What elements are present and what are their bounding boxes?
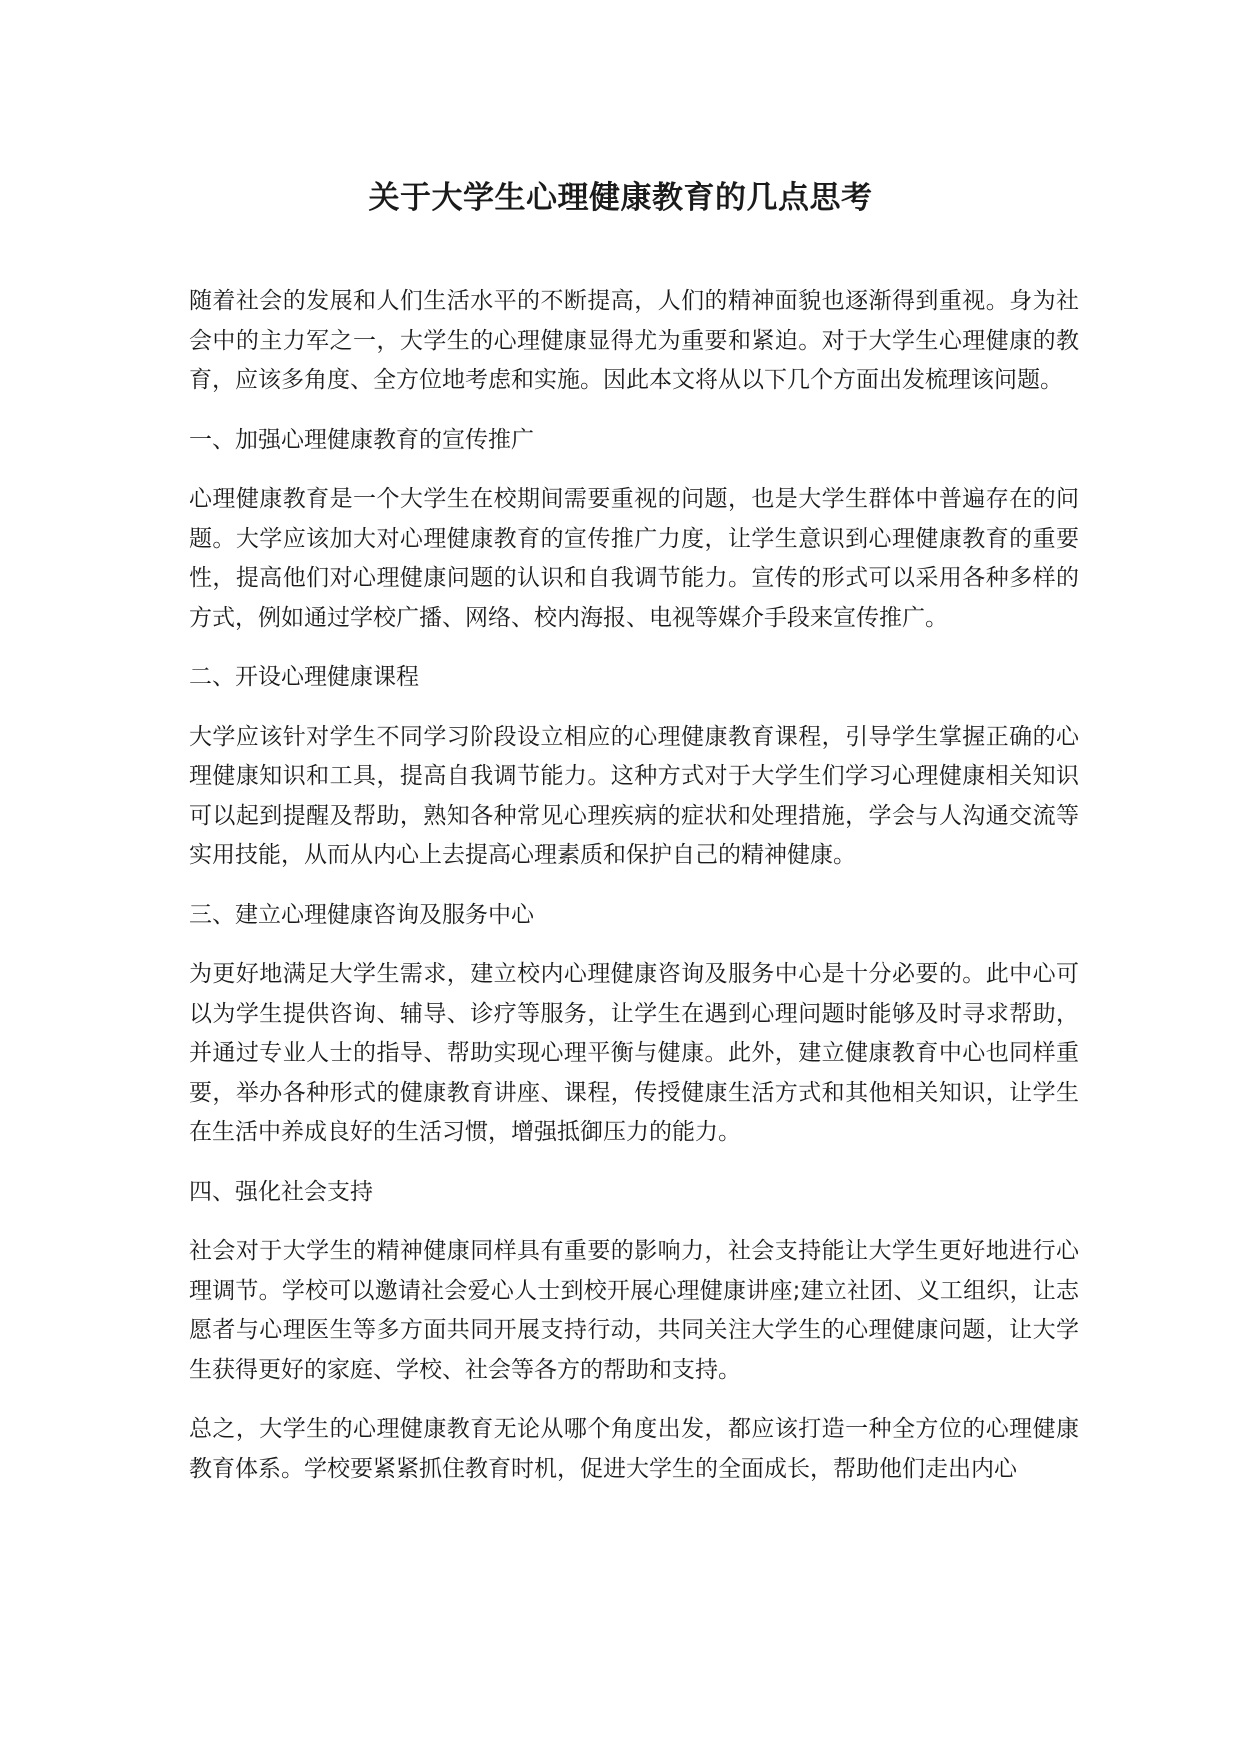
section-heading-4: 四、强化社会支持 [189, 1178, 373, 1205]
section-body-1: 心理健康教育是一个大学生在校期间需要重视的问题，也是大学生群体中普遍存在的问题。大学应该加大对心理健康教育的宣传推广力度，让学生意识到心理健康教育的重要性，提高他们对心理健康问题的认识和自我调节能力。宣传的形式可以采用各种多样的方式，例如通过学校广播、网络、校内海报、电视等媒介手段来宣传推广。 [189, 486, 1079, 631]
document-body [189, 282, 1079, 1509]
section-heading-2: 二、开设心理健康课程 [189, 664, 419, 690]
section-heading-3: 三、建立心理健康咨询及服务中心 [189, 901, 534, 928]
conclusion-paragraph: 总之，大学生的心理健康教育无论从哪个角度出发，都应该打造一种全方位的心理健康教育体系。学校要紧紧抓住教育时机，促进大学生的全面成长，帮助他们走出内心 [189, 1416, 1079, 1482]
section-body-2: 大学应该针对学生不同学习阶段设立相应的心理健康教育课程，引导学生掌握正确的心理健康知识和工具，提高自我调节能力。这种方式对于大学生们学习心理健康相关知识可以起到提醒及帮助，熟知各种常见心理疾病的症状和处理措施，学会与人沟通交流等实用技能，从而从内心上去提高心理素质和保护自己的精神健康。 [189, 723, 1079, 868]
section-body-4: 社会对于大学生的精神健康同样具有重要的影响力，社会支持能让大学生更好地进行心理调节。学校可以邀请社会爱心人士到校开展心理健康讲座;建立社团、义工组织，让志愿者与心理医生等多方面共同开展支持行动，共同关注大学生的心理健康问题，让大学生获得更好的家庭、学校、社会等各方的帮助和支持。 [189, 1238, 1079, 1383]
intro-paragraph: 随着社会的发展和人们生活水平的不断提高，人们的精神面貌也逐渐得到重视。身为社会中的主力军之一，大学生的心理健康显得尤为重要和紧迫。对于大学生心理健康的教育，应该多角度、全方位地考虑和实施。因此本文将从以下几个方面出发梳理该问题。 [189, 288, 1079, 393]
section-body-3: 为更好地满足大学生需求，建立校内心理健康咨询及服务中心是十分必要的。此中心可以为学生提供咨询、辅导、诊疗等服务，让学生在遇到心理问题时能够及时寻求帮助，并通过专业人士的指导、帮助实现心理平衡与健康。此外，建立健康教育中心也同样重要，举办各种形式的健康教育讲座、课程，传授健康生活方式和其他相关知识，让学生在生活中养成良好的生活习惯，增强抵御压力的能力。 [189, 961, 1079, 1145]
section-heading-1: 一、加强心理健康教育的宣传推广 [189, 426, 534, 453]
document-title: 关于大学生心理健康教育的几点思考 [368, 180, 873, 216]
